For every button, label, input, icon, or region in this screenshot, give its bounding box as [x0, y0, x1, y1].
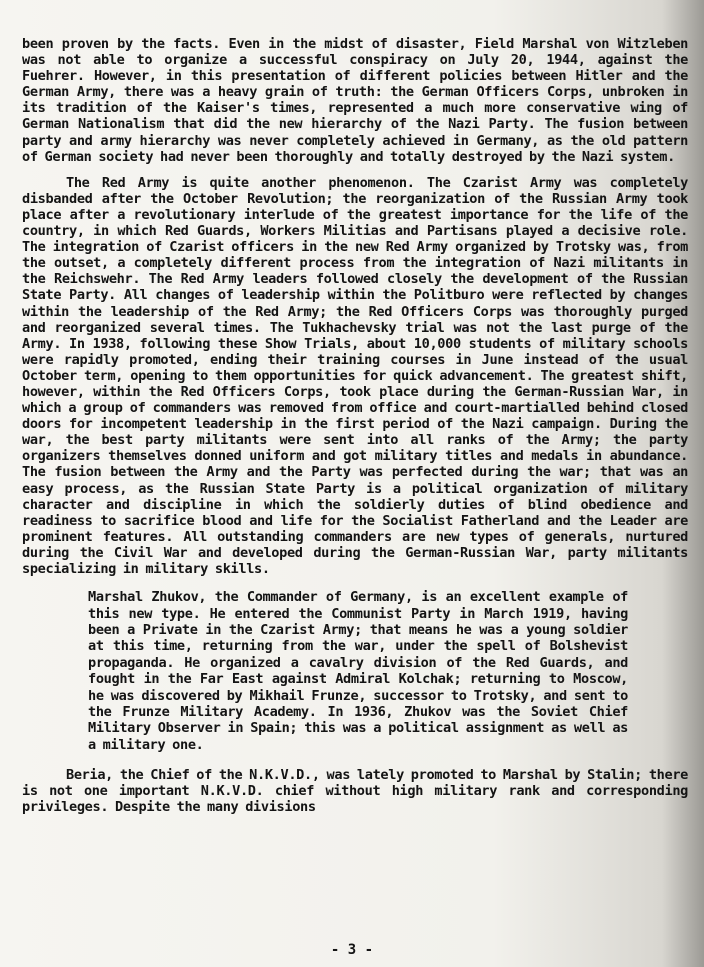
paragraph-2: The Red Army is quite another phenomenon. The Czarist Army was completely disbanded after the October Revolution; the reorganization of the Russian Army took place after a revolutionary interlude of the greatest importance for the life of the country, in which Red Guards, Workers Militias and Partisans played a decisive role. The integration of Czarist officers in the new Red Army organized by Trotsky was, from the outset, a completely different process from the integration of Nazi militants in the Reichswehr. The Red Army leaders followed closely the development of the Russian State Party. All changes of leadership within the Politburo were reflected by changes within the leadership of the Red Army; the Red Officers Corps was thoroughly purged and reorganized several times. The Tukhachevsky trial was not the last purge of the Army. In 1938, following these Show Trials, about 10,000 students of military schools were rapidly promoted, ending their training courses in June instead of the usual October term, opening to them opportunities for quick advancement. The greatest shift, however, within the Red Officers Corps, took place during the German-Russian War, in which a group of commanders was removed from office and court-martialled behind closed doors for incompetent leadership in the first period of the Nazi campaign. During the war, the best party militants were sent into all ranks of the Army; the party organizers themselves donned uniform and got military titles and medals in abundance. The fusion between the Army and the Party was perfected during the war; that was an easy process, as the Russian State Party is a political organization of military character and discipline in which the soldierly duties of blind obedience and readiness to sacrifice blood and life for the Socialist Fatherland and the Leader are prominent features. All outstanding commanders are new types of generals, nurtured during the Civil War and developed during the German-Russian War, party militants specializing in military skills. [22, 174, 688, 577]
paragraph-4: Beria, the Chief of the N.K.V.D., was lately promoted to Marshal by Stalin; there is not one important N.K.V.D. chief without high military rank and corresponding privileges. Despite the many divisions [22, 767, 688, 816]
page-number: - 3 - [330, 942, 374, 958]
paragraph-1: been proven by the facts. Even in the midst of disaster, Field Marshal von Witzleben was not able to organize a successful conspiracy on July 20, 1944, against the Fuehrer. However, in this presentation of different policies between Hitler and the German Army, there was a heavy grain of truth: the German Officers Corps, unbroken in its tradition of the Kaiser's times, represented a much more conservative wing of German Nationalism that did the new hierarchy of the Nazi Party. The fusion between party and army hierarchy was never completely achieved in Germany, as the old pattern of German society had never been thoroughly and totally destroyed by the Nazi system. [22, 36, 688, 165]
indented-paragraph-zhukov: Marshal Zhukov, the Commander of Germany, is an excellent example of this new type. He entered the Communist Party in March 1919, having been a Private in the Czarist Army; that means he was a young soldier at this time, returning from the war, under the spell of Bolshevist propaganda. He organized a cavalry division of the Red Guards, and fought in the Far East against Admiral Kolchak; returning to Moscow, he was discovered by Mikhail Frunze, successor to Trotsky, and sent to the Frunze Military Academy. In 1936, Zhukov was the Soviet Chief Military Observer in Spain; this was a political assignment as well as a military one. [88, 589, 628, 753]
